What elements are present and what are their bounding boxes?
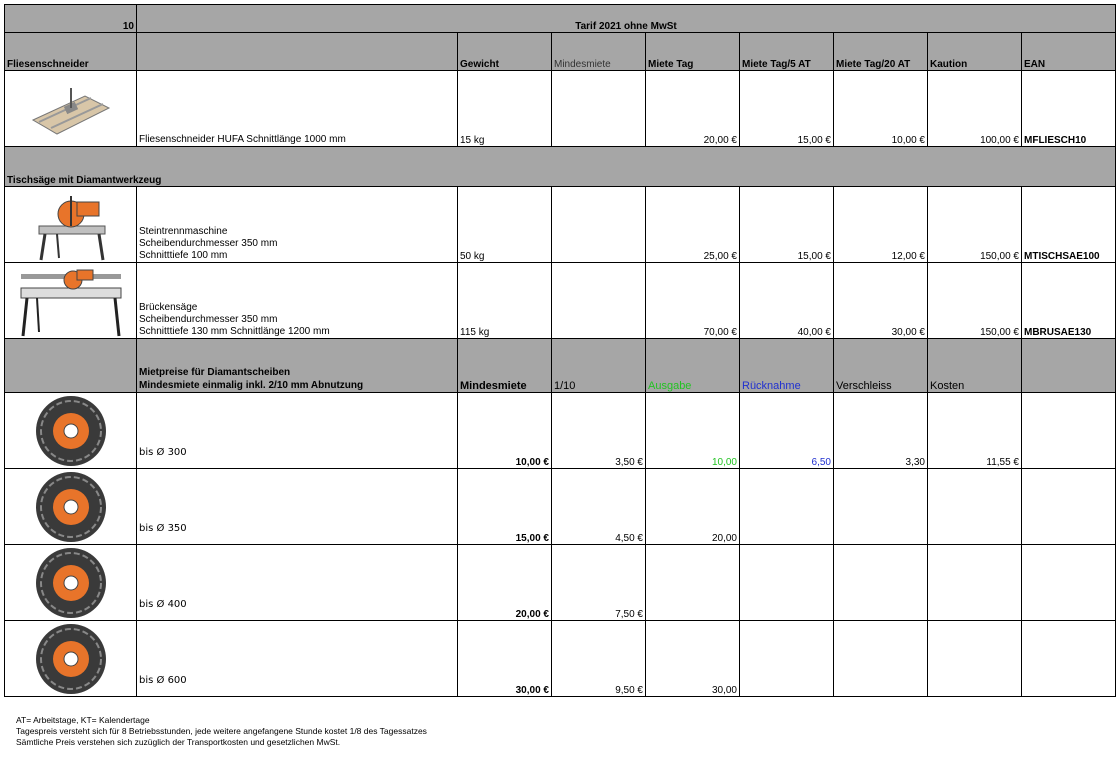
footnote-line: Sämtliche Preis verstehen sich zuzüglich der Transportkosten und gesetzlichen MwSt.	[16, 737, 341, 747]
disc-out: 10,00	[646, 393, 740, 469]
item-description: Brückensäge Scheibendurchmesser 350 mm Schnitttiefe 130 mm Schnittlänge 1200 mm	[137, 263, 458, 339]
section-title: Tischsäge mit Diamantwerkzeug	[5, 147, 1116, 187]
disc-min: 15,00 €	[458, 469, 552, 545]
disc-col-tenth: 1/10	[552, 339, 646, 393]
rent-20-value: 10,00 €	[834, 71, 928, 147]
item-description: Fliesenschneider HUFA Schnittlänge 1000 mm	[137, 71, 458, 147]
table-row	[5, 469, 1116, 545]
disc-out: 20,00	[646, 469, 740, 545]
diamond-disc-icon	[5, 393, 137, 469]
rent-5-value: 40,00 €	[740, 263, 834, 339]
table-row	[5, 187, 1116, 263]
disc-back: 6,50	[740, 393, 834, 469]
table-row	[5, 545, 1116, 621]
disc-cost: 11,55 €	[928, 393, 1022, 469]
disc-size: bis Ø 400	[137, 545, 458, 621]
col-rent-5: Miete Tag/5 AT	[740, 33, 834, 71]
col-category: Fliesenschneider	[5, 33, 137, 71]
disc-size: bis Ø 300	[137, 393, 458, 469]
disc-size: bis Ø 600	[137, 621, 458, 697]
rent-day-value: 25,00 €	[646, 187, 740, 263]
weight-value: 15 kg	[458, 71, 552, 147]
disc-size: bis Ø 350	[137, 469, 458, 545]
footnote-line: AT= Arbeitstage, KT= Kalendertage	[16, 715, 150, 725]
ean-value: MTISCHSAE100	[1022, 187, 1116, 263]
col-ean: EAN	[1022, 33, 1116, 71]
disc-out: 30,00	[646, 621, 740, 697]
disc-col-back: Rücknahme	[740, 339, 834, 393]
footnote-line: Tagespreis versteht sich für 8 Betriebsstunden, jede weitere angefangene Stunde kostet 1/8 des Tagessatzes	[16, 726, 427, 736]
weight-value: 50 kg	[458, 187, 552, 263]
table-row	[5, 393, 1116, 469]
disc-min: 20,00 €	[458, 545, 552, 621]
disc-wear: 3,30	[834, 393, 928, 469]
deposit-value: 150,00 €	[928, 263, 1022, 339]
table-row	[5, 71, 1116, 147]
ean-value: MFLIESCH10	[1022, 71, 1116, 147]
col-min-rent: Mindesmiete	[552, 33, 646, 71]
bridge-saw-icon	[5, 263, 137, 339]
col-weight: Gewicht	[458, 33, 552, 71]
disc-col-min: Mindesmiete	[458, 339, 552, 393]
rent-day-value: 70,00 €	[646, 263, 740, 339]
disc-col-wear: Verschleiss	[834, 339, 928, 393]
diamond-disc-icon	[5, 469, 137, 545]
diamond-disc-icon	[5, 621, 137, 697]
disc-col-out: Ausgabe	[646, 339, 740, 393]
ean-value: MBRUSAE130	[1022, 263, 1116, 339]
disc-min: 30,00 €	[458, 621, 552, 697]
disc-min: 10,00 €	[458, 393, 552, 469]
col-rent-day: Miete Tag	[646, 33, 740, 71]
disc-tenth: 7,50 €	[552, 545, 646, 621]
page-number: 10	[5, 5, 137, 33]
page-title: Tarif 2021 ohne MwSt	[137, 5, 1116, 33]
rent-20-value: 30,00 €	[834, 263, 928, 339]
col-rent-20: Miete Tag/20 AT	[834, 33, 928, 71]
rent-5-value: 15,00 €	[740, 71, 834, 147]
deposit-value: 100,00 €	[928, 71, 1022, 147]
price-sheet	[4, 4, 1116, 697]
footnotes	[16, 715, 427, 748]
item-description: Steintrennmaschine Scheibendurchmesser 350 mm Schnitttiefe 100 mm	[137, 187, 458, 263]
stone-saw-icon	[5, 187, 137, 263]
table-row	[5, 263, 1116, 339]
disc-tenth: 3,50 €	[552, 393, 646, 469]
rent-5-value: 15,00 €	[740, 187, 834, 263]
disc-tenth: 4,50 €	[552, 469, 646, 545]
disc-col-cost: Kosten	[928, 339, 1022, 393]
disc-header: Mietpreise für Diamantscheiben Mindesmiete einmalig inkl. 2/10 mm Abnutzung	[137, 339, 458, 393]
col-deposit: Kaution	[928, 33, 1022, 71]
table-row	[5, 621, 1116, 697]
tile-cutter-icon	[5, 71, 137, 147]
diamond-disc-icon	[5, 545, 137, 621]
disc-tenth: 9,50 €	[552, 621, 646, 697]
deposit-value: 150,00 €	[928, 187, 1022, 263]
rent-20-value: 12,00 €	[834, 187, 928, 263]
weight-value: 115 kg	[458, 263, 552, 339]
rent-day-value: 20,00 €	[646, 71, 740, 147]
